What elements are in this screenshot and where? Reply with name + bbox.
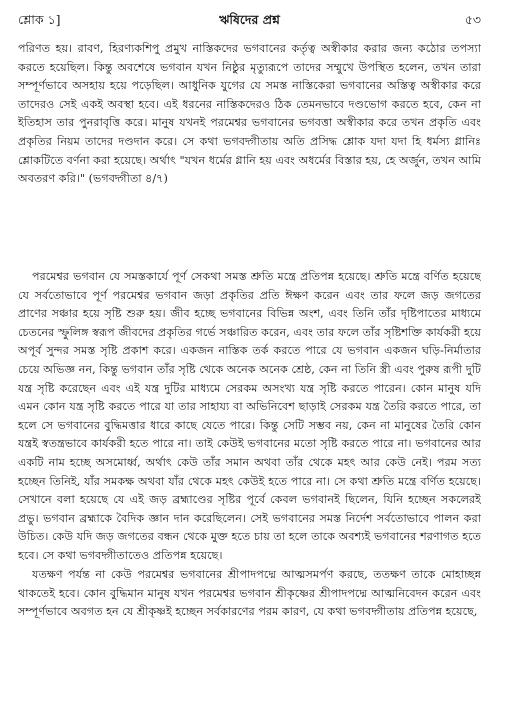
paragraph: পরিণত হয়। রাবণ, হিরণ্যকশিপু প্রমুখ নাস্তিকদের ভগবানের কর্তৃত্ব অস্বীকার করার জন্য কঠোর তপস্যা করতে হয়েছিল। কিন্তু অবশেষে ভগবান যখন নিষ্ঠুর মৃত্যুরূপে তাদের সম্মুখে উপস্থিত হলেন, তখন তারা সম্পূর্ণভাবে অসহায় হয়ে পড়েছিল। আধুনিক যুগের যে সমস্ত নাস্তিকেরা ভগবানের অস্তিত্ব অস্বীকার করে তাদেরও সেই একই অবস্থা হবে। এই ধরনের নাস্তিকদেরও ঠিক তেমনভাবে দণ্ডভোগ করতে হবে, কেন না ইতিহাস তার পুনরাবৃত্তি করে। মানুষ যখনই পরমেশ্বর ভগবানের ভগবত্তা অস্বীকার করে তখন প্রকৃতি এবং প্রকৃতির নিয়ম তাদের দণ্ডদান করে। সে কথা ভগবদ্গীতায় অতি প্রসিদ্ধ শ্লোক যদা যদা হি ধর্মস্য গ্লানিঃ শ্লোকটিতে বর্ণনা করা হয়েছে। অর্থাৎ "যখন ধর্মের গ্লানি হয় এবং অধর্মের বিস্তার হয়, হে অর্জুন, তখন আমি অবতরণ করি।" (ভগবদ্গীতা ৪/৭) (18, 42, 481, 186)
page-number: ৫৩ (464, 12, 481, 27)
running-header (18, 12, 481, 28)
paragraph: পরমেশ্বর ভগবান যে সমস্তকার্যে পূর্ণ সেকথা সমস্ত শ্রুতি মন্ত্রে প্রতিপন্ন হয়েছে। শ্রুতি মন্ত্রে বর্ণিত হয়েছে যে সর্বতোভাবে পূর্ণ পরমেশ্বর ভগবান জড়া প্রকৃতির প্রতি ঈক্ষণ করেন এবং তার ফলে জড় জগতের প্রাণের সঞ্চার হয়ে সৃষ্টি শুরু হয়। জীব হচ্ছে ভগবানের বিভিন্ন অংশ, এবং তিনি তাঁর দৃষ্টিপাতের মাধ্যমে চেতনের স্ফুলিঙ্গ স্বরূপ জীবদের প্রকৃতির গর্ভে সঞ্চারিত করেন, এবং তার ফলে তাঁর সৃষ্টিশক্তি কার্যকরী হয়ে অপূর্ব সুন্দর সমস্ত সৃষ্টি প্রকাশ করে। একজন নাস্তিক তর্ক করতে পারে যে ভগবান একজন ঘড়ি-নির্মাতার চেয়ে অভিজ্ঞ নন, কিন্তু ভগবান তাঁর সৃষ্টি থেকে অনেক অনেক শ্রেষ্ঠ, কেন না তিনি স্ত্রী এবং পুরুষ রূপী দুটি যন্ত্র সৃষ্টি করেছেন এবং এই যন্ত্র দুটির মাধ্যমে সেরকম অসংখ্য যন্ত্র সৃষ্টি করতে পারেন। কোন মানুষ যদি এমন কোন যন্ত্র সৃষ্টি করতে পারে যা তার সাহায্য বা অভিনিবেশ ছাড়াই সেরকম যন্ত্র তৈরি করতে পারে, তা হলে সে ভগবানের বুদ্ধিমত্তার ধারে কাছে যেতে পারে। কিন্তু সেটি সম্ভব নয়, কেন না মানুষের তৈরি কোন যন্ত্রই স্বতন্ত্রভাবে কার্যকরী হতে পারে না। তাই কেউই ভগবানের মতো সৃষ্টি করতে পারে না। ভগবানের আর একটি নাম হচ্ছে অসমোর্ধ্ব, অর্থাৎ কেউ তাঁর সমান অথবা তাঁর থেকে মহৎ আর কেউ নেই। পরম সত্য হচ্ছেন তিনিই, যাঁর সমকক্ষ অথবা যাঁর থেকে মহৎ কেউই হতে পারে না। সে কথা শ্রুতি মন্ত্রে বর্ণিত হয়েছে। সেখানে বলা হয়েছে যে এই জড় ব্রহ্মাণ্ডের সৃষ্টির পূর্বে কেবল ভগবানই ছিলেন, যিনি হচ্ছেন সকলেরই প্রভু। ভগবান ব্রহ্মাকে বৈদিক জ্ঞান দান করেছিলেন। সেই ভগবানের সমস্ত নির্দেশ সর্বতোভাবে পালন করা উচিত। কেউ যদি জড় জগতের বন্ধন থেকে মুক্ত হতে চায় তা হলে তাকে অবশ্যই ভগবানের শরণাগত হতে হবে। সে কথা ভগবদ্গীতাতেও প্রতিপন্ন হয়েছে। (18, 270, 481, 562)
verse-reference: শ্লোক ১] (18, 12, 61, 27)
paragraph: যতক্ষণ পর্যন্ত না কেউ পরমেশ্বর ভগবানের শ্রীপাদপদ্মে আত্মসমর্পণ করছে, ততক্ষণ তাকে মোহাচ্ছন্ন থাকতেই হবে। কোন বুদ্ধিমান মানুষ যখন পরমেশ্বর ভগবান শ্রীকৃষ্ণের শ্রীপাদপদ্মে আত্মনিবেদন করেন এবং সম্পূর্ণভাবে অবগত হন যে শ্রীকৃষ্ণই হচ্ছেন সর্বকারণের পরম কারণ, যে কথা ভগবদ্গীতায় প্রতিপন্ন হয়েছে, (18, 568, 481, 619)
chapter-title: ঋষিদের প্রশ্ন (219, 12, 280, 27)
body-text (18, 40, 481, 642)
